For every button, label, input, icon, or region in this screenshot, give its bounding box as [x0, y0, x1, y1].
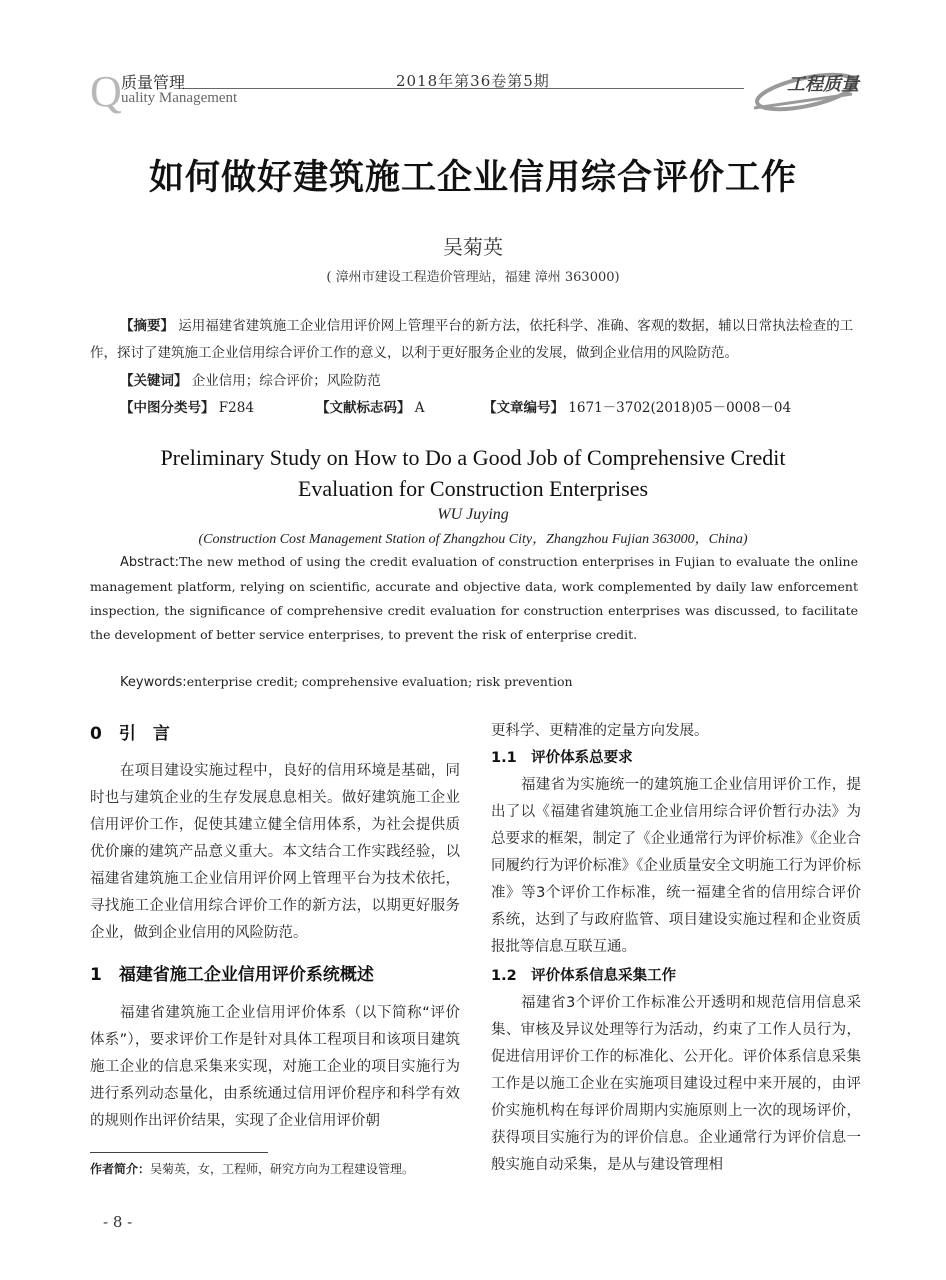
issue-info: 2018年第36卷第5期: [396, 72, 550, 90]
section-1-2-heading: 1.2 评价体系信息采集工作: [491, 968, 677, 984]
article-title: 如何做好建筑施工企业信用综合评价工作: [148, 158, 797, 198]
english-title-line1: Preliminary Study on How to Do a Good Job of Comprehensive Credit: [160, 445, 786, 470]
continued-paragraph: 更科学、更精准的定量方向发展。: [491, 723, 709, 739]
section-1-paragraph: 福建省建筑施工企业信用评价体系（以下简称“评价体系”），要求评价工作是针对具体工程项目和该项目建筑施工企业的信息采集来实现，对施工企业的项目实施行为进行系列动态量化，由系统通过信用评价程序和科学有效的规则作出评价结果，实现了企业信用评价朝: [90, 1005, 460, 1129]
header-rule: [184, 88, 744, 89]
section-1-1-heading: 1.1 评价体系总要求: [491, 750, 633, 766]
footnote-rule: [90, 1152, 268, 1153]
page-number: - 8 -: [103, 1213, 133, 1231]
keywords-cn-label: 【关键词】: [120, 373, 188, 389]
english-abstract-label: Abstract:: [120, 555, 179, 570]
journal-logo-text: 工程质量: [787, 74, 859, 95]
body-left-column: [90, 719, 460, 1135]
journal-logo-letter: Q: [90, 67, 122, 116]
doc-code-value: A: [414, 400, 425, 416]
author-bio-footnote: [90, 1160, 414, 1177]
clc-value: F284: [218, 400, 254, 416]
body-right-column: [491, 718, 861, 1179]
english-title-line2: Evaluation for Construction Enterprises: [297, 476, 649, 501]
abstract-cn-text: 运用福建省建筑施工企业信用评价网上管理平台的新方法，依托科学、准确、客观的数据，辅以日常执法检查的工作，探讨了建筑施工企业信用综合评价工作的意义，以利于更好服务企业的发展，做到企业信用的风险防范。: [90, 318, 854, 361]
footnote-label: 作者简介：: [90, 1162, 151, 1176]
keywords-cn-text: 企业信用；综合评价；风险防范: [191, 373, 381, 389]
article-number-label: 【文章编号】: [483, 400, 564, 416]
section-1-heading: 1 福建省施工企业信用评价系统概述: [90, 965, 374, 985]
keywords-cn: [120, 368, 381, 395]
english-abstract-text: The new method of using the credit evaluation of construction enterprises in Fujian to evaluate the online management platform, relying on scientific, accurate and objective data, work complemented by daily law enforcement inspection, the significance of comprehensive credit evaluation for construction enterprises was discussed, to facilitate the development of better service enterprises, to prevent the risk of enterprise credit.: [90, 554, 858, 642]
journal-section-en: uality Management: [121, 90, 238, 106]
clc-number: [120, 395, 254, 422]
english-keywords-label: Keywords:: [120, 675, 187, 690]
footnote-text: 吴菊英，女，工程师，研究方向为工程建设管理。: [150, 1162, 415, 1176]
english-keywords-text: enterprise credit; comprehensive evaluation; risk prevention: [186, 674, 573, 689]
doc-code-label: 【文献标志码】: [316, 400, 411, 416]
clc-label: 【中图分类号】: [120, 400, 215, 416]
article-number: [483, 395, 791, 422]
english-abstract: [90, 550, 858, 647]
article-author: 吴菊英: [443, 235, 503, 259]
english-keywords: [120, 670, 573, 695]
section-0-paragraph: 在项目建设实施过程中，良好的信用环境是基础，同时也与建筑企业的生存发展息息相关。做好建筑施工企业信用评价工作，促使其建立健全信用体系，为社会提供质优价廉的建筑产品意义重大。本文结合工作实践经验，以福建省建筑施工企业信用评价网上管理平台为技术依托，寻找施工企业信用综合评价工作的新方法，以期更好服务企业，做到企业信用的风险防范。: [90, 763, 460, 941]
section-1-1-paragraph: 福建省为实施统一的建筑施工企业信用评价工作，提出了以《福建省建筑施工企业信用综合评价暂行办法》为总要求的框架，制定了《企业通常行为评价标准》《企业合同履约行为评价标准》《企业质量安全文明施工行为评价标准》等3个评价工作标准，统一福建全省的信用综合评价系统，达到了与政府监管、项目建设实施过程和企业资质报批等信息互联互通。: [491, 777, 861, 955]
abstract-cn: [90, 313, 860, 367]
english-author: WU Juying: [437, 506, 509, 523]
english-title: [0, 442, 946, 504]
section-0-heading: 0 引 言: [90, 724, 170, 744]
english-affiliation: (Construction Cost Management Station of Zhangzhou City，Zhangzhou Fujian 363000，China): [198, 532, 748, 547]
document-code: [316, 395, 425, 422]
journal-section-cn: 质量管理: [121, 73, 186, 92]
abstract-cn-label: 【摘要】: [120, 318, 174, 334]
section-1-2-paragraph: 福建省3个评价工作标准公开透明和规范信用信息采集、审核及异议处理等行为活动，约束了工作人员行为，促进信用评价工作的标准化、公开化。评价体系信息采集工作是以施工企业在实施项目建设过程中来开展的，由评价实施机构在每评价周期内实施原则上一次的现场评价，获得项目实施行为的评价信息。企业通常行为评价信息一般实施自动采集，是从与建设管理相: [491, 995, 861, 1173]
article-number-value: 1671－3702(2018)05－0008－04: [568, 400, 792, 416]
article-affiliation: ( 漳州市建设工程造价管理站，福建 漳州 363000): [326, 270, 620, 285]
